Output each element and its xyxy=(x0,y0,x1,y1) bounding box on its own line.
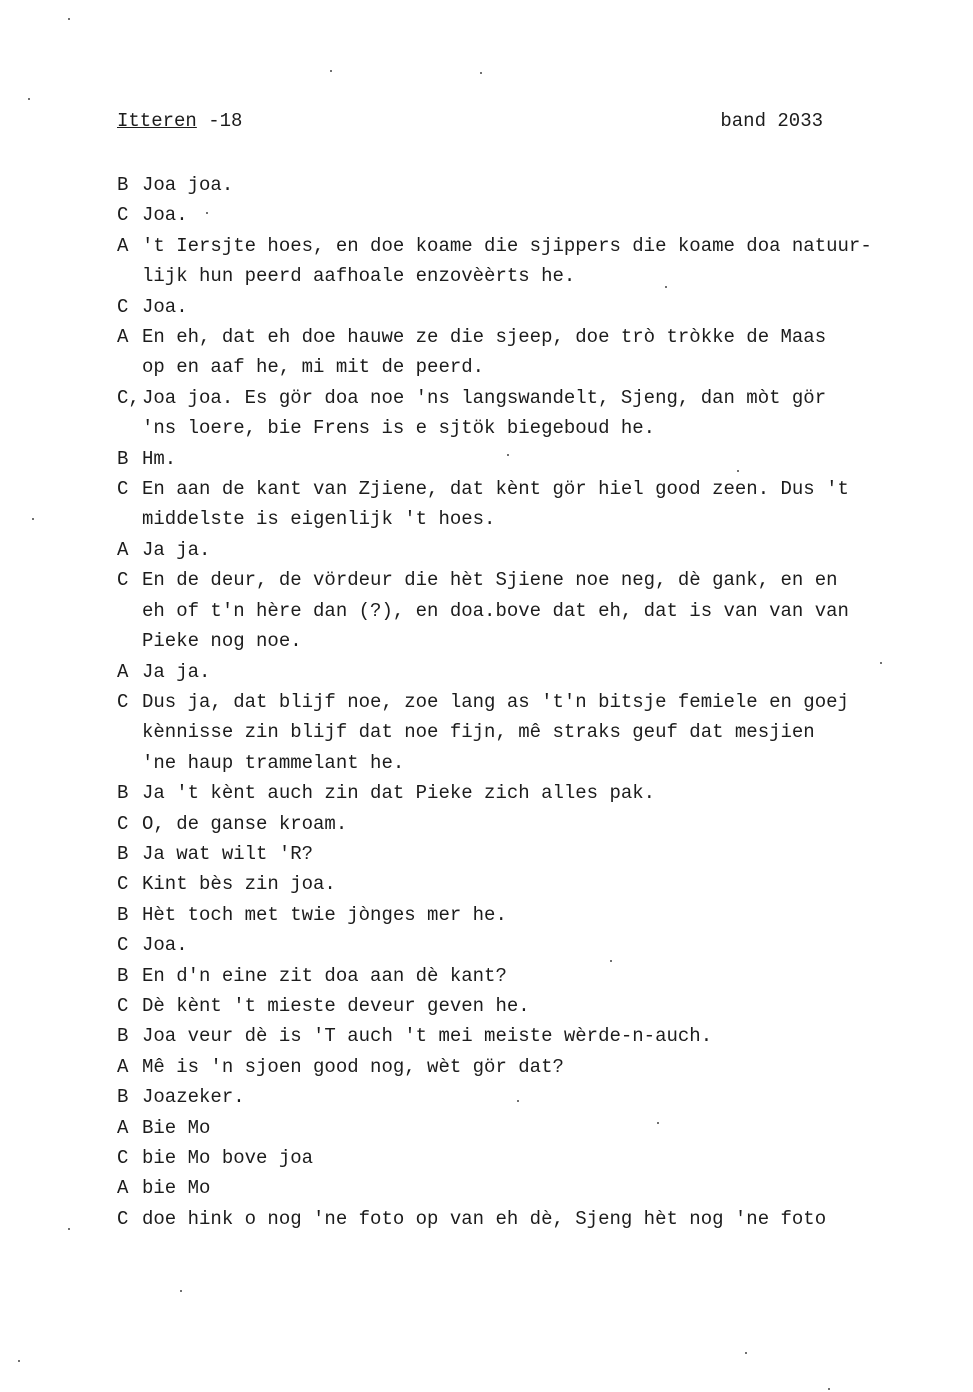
speaker-label: C, xyxy=(117,386,140,409)
transcript-turn xyxy=(117,991,937,1021)
speaker-label: A xyxy=(117,1055,129,1078)
scan-speck xyxy=(18,1360,20,1362)
scan-speck xyxy=(28,98,30,100)
transcript-turn xyxy=(117,444,937,474)
utterance-text: En d'n eine zit doa aan dè kant? xyxy=(142,964,507,987)
scan-speck xyxy=(180,1290,182,1292)
speaker-label: C xyxy=(117,934,129,957)
speaker-label: A xyxy=(117,1177,129,1200)
scan-speck xyxy=(665,286,667,288)
utterance-text: En eh, dat eh doe hauwe ze die sjeep, doe trò tròkke de Maas op en aaf he, mi mit de peerd. xyxy=(142,326,827,379)
transcript-turn xyxy=(117,930,937,960)
transcript-turn xyxy=(117,961,937,991)
utterance-text: Ja ja. xyxy=(142,660,211,683)
transcript-turn xyxy=(117,322,937,383)
page-header xyxy=(117,110,823,142)
utterance-text: Joa joa. Es gör doa noe 'ns langswandelt, Sjeng, dan mòt gör 'ns loere, bie Frens is e sjtök biegeboud he. xyxy=(142,386,827,440)
band-number: band 2033 xyxy=(720,110,823,132)
speaker-label: C xyxy=(117,478,129,501)
speaker-label: A xyxy=(117,1116,129,1139)
utterance-text: Dus ja, dat blijf noe, zoe lang as 't'n bitsje femiele en goej kènnisse zin blijf dat noe fijn, mê straks geuf dat mesjien 'ne haup trammelant he. xyxy=(142,690,849,774)
utterance-text: Ja 't kènt auch zin dat Pieke zich alles pak. xyxy=(142,782,656,805)
speaker-label: B xyxy=(117,447,129,470)
utterance-text: Joazeker. xyxy=(142,1086,245,1109)
speaker-label: B xyxy=(117,964,129,987)
utterance-text: bie Mo xyxy=(142,1177,211,1200)
speaker-label: C xyxy=(117,569,129,592)
title-location: Itteren xyxy=(117,110,197,132)
scan-speck xyxy=(610,960,612,962)
transcript-turn xyxy=(117,687,937,778)
utterance-text: Bie Mo xyxy=(142,1116,211,1139)
speaker-label: B xyxy=(117,1086,129,1109)
speaker-label: A xyxy=(117,234,129,257)
speaker-label: C xyxy=(117,1207,129,1230)
speaker-label: C xyxy=(117,204,129,227)
transcript-turn xyxy=(117,383,937,444)
speaker-label: B xyxy=(117,903,129,926)
speaker-label: A xyxy=(117,538,129,561)
utterance-text: 't Iersjte hoes, en doe koame die sjippers die koame doa natuur- lijk hun peerd aafhoale enzovèèrts he. xyxy=(142,234,872,288)
speaker-label: C xyxy=(117,994,129,1017)
utterance-text: En aan de kant van Zjiene, dat kènt gör hiel good zeen. Dus 't middelste is eigenlijk 't hoes. xyxy=(142,478,849,531)
transcript-turn xyxy=(117,1204,937,1234)
transcript xyxy=(117,170,937,1234)
scan-speck xyxy=(330,70,332,72)
utterance-text: Ja ja. xyxy=(142,538,211,561)
speaker-label: A xyxy=(117,660,129,683)
speaker-label: A xyxy=(117,326,129,349)
scan-speck xyxy=(745,1352,747,1354)
utterance-text: En de deur, de vördeur die hèt Sjiene noe neg, dè gank, en en eh of t'n hère dan (?), en doa.bove dat eh, dat is van van van Pieke nog noe. xyxy=(142,569,849,653)
transcript-turn xyxy=(117,657,937,687)
speaker-label: C xyxy=(117,690,129,713)
utterance-text: Joa. xyxy=(142,934,188,957)
scan-speck xyxy=(32,518,34,520)
scan-speck xyxy=(480,72,482,74)
transcript-turn xyxy=(117,1021,937,1051)
utterance-text: Ja wat wilt 'R? xyxy=(142,842,314,865)
transcript-turn xyxy=(117,535,937,565)
transcript-turn xyxy=(117,565,937,656)
utterance-text: Kint bès zin joa. xyxy=(142,873,336,896)
utterance-text: O, de ganse kroam. xyxy=(142,812,348,835)
utterance-text: Hm. xyxy=(142,447,177,470)
transcript-turn xyxy=(117,231,937,292)
scan-speck xyxy=(206,212,208,214)
transcript-turn xyxy=(117,1173,937,1203)
utterance-text: Mê is 'n sjoen good nog, wèt gör dat? xyxy=(142,1055,564,1078)
utterance-text: Joa. xyxy=(142,204,188,227)
utterance-text: doe hink o nog 'ne foto op van eh dè, Sjeng hèt nog 'ne foto xyxy=(142,1207,827,1230)
utterance-text: Joa veur dè is 'T auch 't mei meiste wèrde-n-auch. xyxy=(142,1025,713,1048)
scan-speck xyxy=(507,454,509,456)
utterance-text: Joa. xyxy=(142,295,188,318)
transcript-turn xyxy=(117,1082,937,1112)
utterance-text: Hèt toch met twie jònges mer he. xyxy=(142,903,507,926)
scan-speck xyxy=(737,470,739,472)
page-title xyxy=(117,110,242,132)
transcript-turn xyxy=(117,778,937,808)
utterance-text: Dè kènt 't mieste deveur geven he. xyxy=(142,994,530,1017)
utterance-text: Joa joa. xyxy=(142,174,234,196)
scan-speck xyxy=(657,1122,659,1124)
scan-speck xyxy=(880,662,882,664)
transcript-turn xyxy=(117,200,937,230)
speaker-label: C xyxy=(117,812,129,835)
speaker-label: C xyxy=(117,295,129,318)
title-page-number: -18 xyxy=(196,110,243,132)
speaker-label: B xyxy=(117,1025,129,1048)
transcript-turn xyxy=(117,1052,937,1082)
speaker-label: B xyxy=(117,842,129,865)
scan-speck xyxy=(828,1388,830,1390)
transcript-turn xyxy=(117,900,937,930)
transcript-turn xyxy=(117,474,937,535)
transcript-turn xyxy=(117,1143,937,1173)
speaker-label: C xyxy=(117,873,129,896)
scan-speck xyxy=(517,1100,519,1102)
utterance-text: bie Mo bove joa xyxy=(142,1147,314,1169)
speaker-label: B xyxy=(117,174,129,196)
transcript-turn xyxy=(117,869,937,899)
speaker-label: C xyxy=(117,1147,129,1169)
speaker-label: B xyxy=(117,782,129,805)
transcript-turn xyxy=(117,809,937,839)
transcript-turn xyxy=(117,839,937,869)
scan-speck xyxy=(68,18,70,20)
transcript-turn xyxy=(117,170,937,200)
transcript-turn xyxy=(117,1113,937,1143)
transcript-turn xyxy=(117,292,937,322)
scan-speck xyxy=(68,1228,70,1230)
